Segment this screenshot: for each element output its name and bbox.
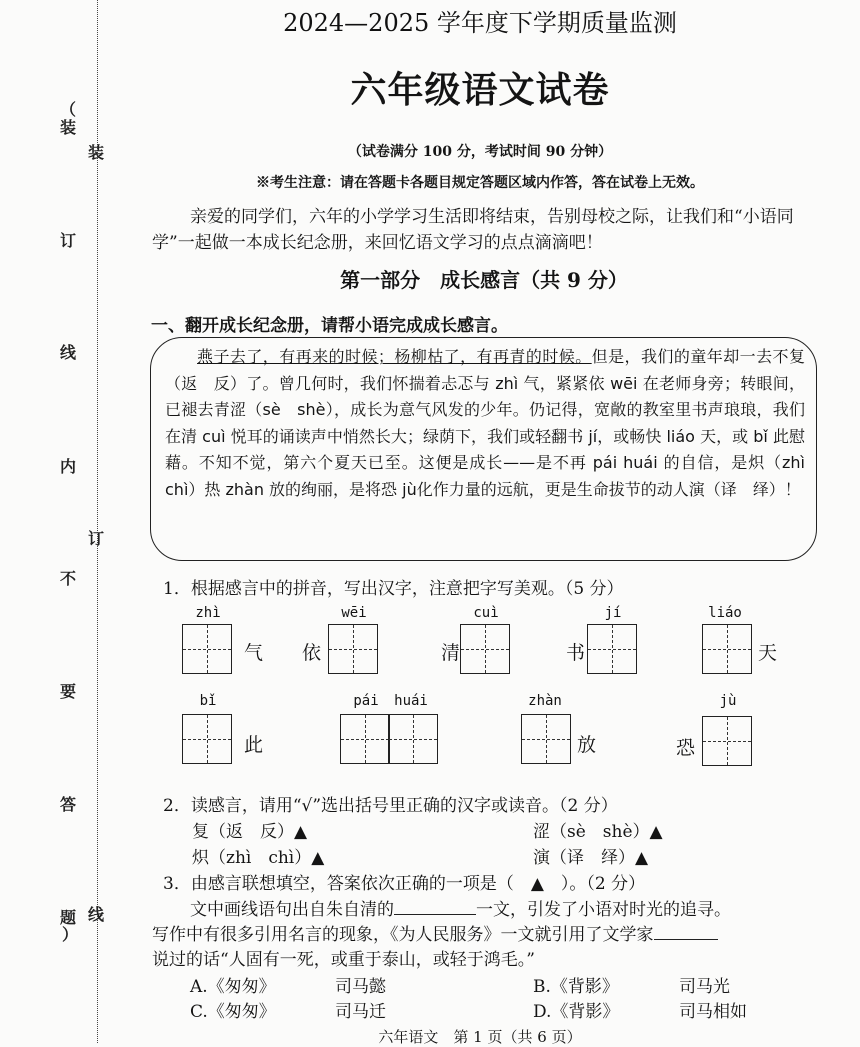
pinyin-label: jù — [719, 693, 737, 709]
binding-margin-char: ） — [62, 925, 79, 944]
fill-text: 写作中有很多引用名言的现象，《为人民服务》一文就引用了文学家 — [152, 925, 654, 945]
writing-grid-box[interactable] — [460, 624, 510, 674]
pinyin-label: huái — [394, 693, 428, 709]
binding-margin-char: （ — [60, 100, 77, 119]
underlined-quote: 燕子去了，有再来的时候；杨柳枯了，有再青的时候。 — [197, 347, 592, 366]
fill-text: 文中画线语句出自朱自清的 — [190, 900, 394, 920]
choice-item[interactable]: 炽（zhì chì）▲ — [192, 848, 325, 868]
writing-grid-box[interactable] — [328, 624, 378, 674]
option-label[interactable]: A.《匆匆》 — [190, 977, 276, 997]
pinyin-label: wēi — [341, 605, 367, 621]
writing-grid-box[interactable] — [521, 714, 571, 764]
binding-inner-char: 线 — [88, 905, 105, 924]
binding-inner-char: 装 — [88, 143, 105, 162]
exam-title: 六年级语文试卷 — [350, 69, 610, 111]
pinyin-label: cuì — [473, 605, 499, 621]
choice-item[interactable]: 复（返 反）▲ — [192, 822, 308, 842]
growth-passage — [165, 344, 822, 503]
question-3-text: 3．由感言联想填空，答案依次正确的一项是（ ▲ ）。（2 分） — [163, 874, 646, 894]
option-label[interactable]: B.《背影》 — [533, 977, 619, 997]
given-character: 书 — [566, 642, 586, 664]
school-year-heading: 2024—2025 学年度下学期质量监测 — [283, 9, 677, 37]
given-character: 气 — [244, 642, 264, 664]
binding-margin-char: 线 — [60, 343, 77, 362]
pinyin-label: pái — [353, 693, 379, 709]
option-answer: 司马懿 — [335, 977, 386, 997]
writing-grid-box[interactable] — [587, 624, 637, 674]
binding-margin-char: 不 — [60, 569, 77, 588]
writing-grid-box[interactable] — [702, 716, 752, 766]
binding-margin-char: 要 — [60, 682, 77, 701]
binding-margin-char: 答 — [60, 795, 77, 814]
fill-blank-line-2 — [152, 920, 820, 945]
answer-blank[interactable] — [654, 923, 718, 940]
given-character: 恐 — [676, 737, 696, 759]
given-character: 此 — [244, 734, 264, 756]
question-2-text: 2．读感言，请用“√”选出括号里正确的汉字或读音。（2 分） — [163, 796, 618, 816]
choice-item[interactable]: 涩（sè shè）▲ — [533, 822, 663, 842]
option-answer: 司马相如 — [679, 1002, 747, 1022]
option-answer: 司马光 — [679, 977, 730, 997]
page-footer: 六年语文 第 1 页（共 6 页） — [378, 1028, 582, 1046]
pinyin-label: bǐ — [199, 693, 217, 709]
binding-margin-char: 内 — [60, 457, 77, 476]
given-character: 天 — [758, 642, 778, 664]
pinyin-label: zhì — [195, 605, 221, 621]
fill-blank-line-3: 说过的话“人固有一死，或重于泰山，或轻于鸿毛。” — [152, 950, 535, 970]
writing-grid-box[interactable] — [182, 714, 232, 764]
candidate-notice: ※考生注意：请在答题卡各题目规定答题区域内作答，答在试卷上无效。 — [256, 175, 704, 191]
given-character: 依 — [302, 642, 322, 664]
given-character: 清 — [441, 642, 461, 664]
exam-info: （试卷满分 100 分，考试时间 90 分钟） — [347, 144, 613, 160]
given-character: 放 — [577, 734, 597, 756]
question-1-text: 1．根据感言中的拼音，写出汉字，注意把字写美观。（5 分） — [163, 579, 624, 599]
writing-grid-box[interactable] — [182, 624, 232, 674]
pinyin-label: zhàn — [528, 693, 562, 709]
binding-margin-char: 订 — [60, 231, 77, 250]
fill-text: 一文，引发了小语对时光的追寻。 — [476, 900, 731, 920]
pinyin-label: jí — [604, 605, 622, 621]
part-one-title: 第一部分 成长感言（共 9 分） — [340, 268, 628, 292]
option-label[interactable]: C.《匆匆》 — [190, 1002, 276, 1022]
writing-grid-box[interactable] — [340, 714, 390, 764]
pinyin-label: liáo — [708, 605, 742, 621]
binding-margin-char: 题 — [60, 908, 77, 927]
option-answer: 司马迁 — [335, 1002, 386, 1022]
option-label[interactable]: D.《背影》 — [533, 1002, 620, 1022]
section-one-heading: 一、翻开成长纪念册，请帮小语完成成长感言。 — [151, 316, 508, 336]
writing-grid-box[interactable] — [702, 624, 752, 674]
writing-grid-box[interactable] — [388, 714, 438, 764]
answer-blank[interactable] — [394, 898, 476, 915]
binding-inner-char: 订 — [88, 529, 105, 548]
choice-item[interactable]: 演（译 绎）▲ — [533, 848, 649, 868]
intro-paragraph: 亲爱的同学们，六年的小学学习生活即将结束，告别母校之际，让我们和“小语同学”一起做一本成长纪念册，来回忆语文学习的点点滴滴吧！ — [152, 207, 794, 253]
fill-blank-line-1 — [190, 895, 820, 920]
binding-margin-char: 装 — [60, 118, 77, 137]
passage-body: 但是，我们的童年却一去不复（返 反）了。曾几何时，我们怀揣着忐忑与 zhì 气，紧紧依 wēi 在老师身旁；转眼间，已褪去青涩（sè shè），成长为意气风发的少年。仍记得，宽敞的教室里书声琅琅，我们在清 cuì 悦耳的诵读声中悄然长大；绿荫下，我们或轻翻书 jí，或畅快 liáo 天，或 bǐ 此慰藉。不知不觉，第六个夏天已至。这便是成长——是不再 pái huái 的自信，是炽（zhì chì）热 zhàn 放的绚丽，是将恐 jù化作力量的远航，更是生命拔节的动人演（译 绎）！ — [165, 347, 822, 499]
